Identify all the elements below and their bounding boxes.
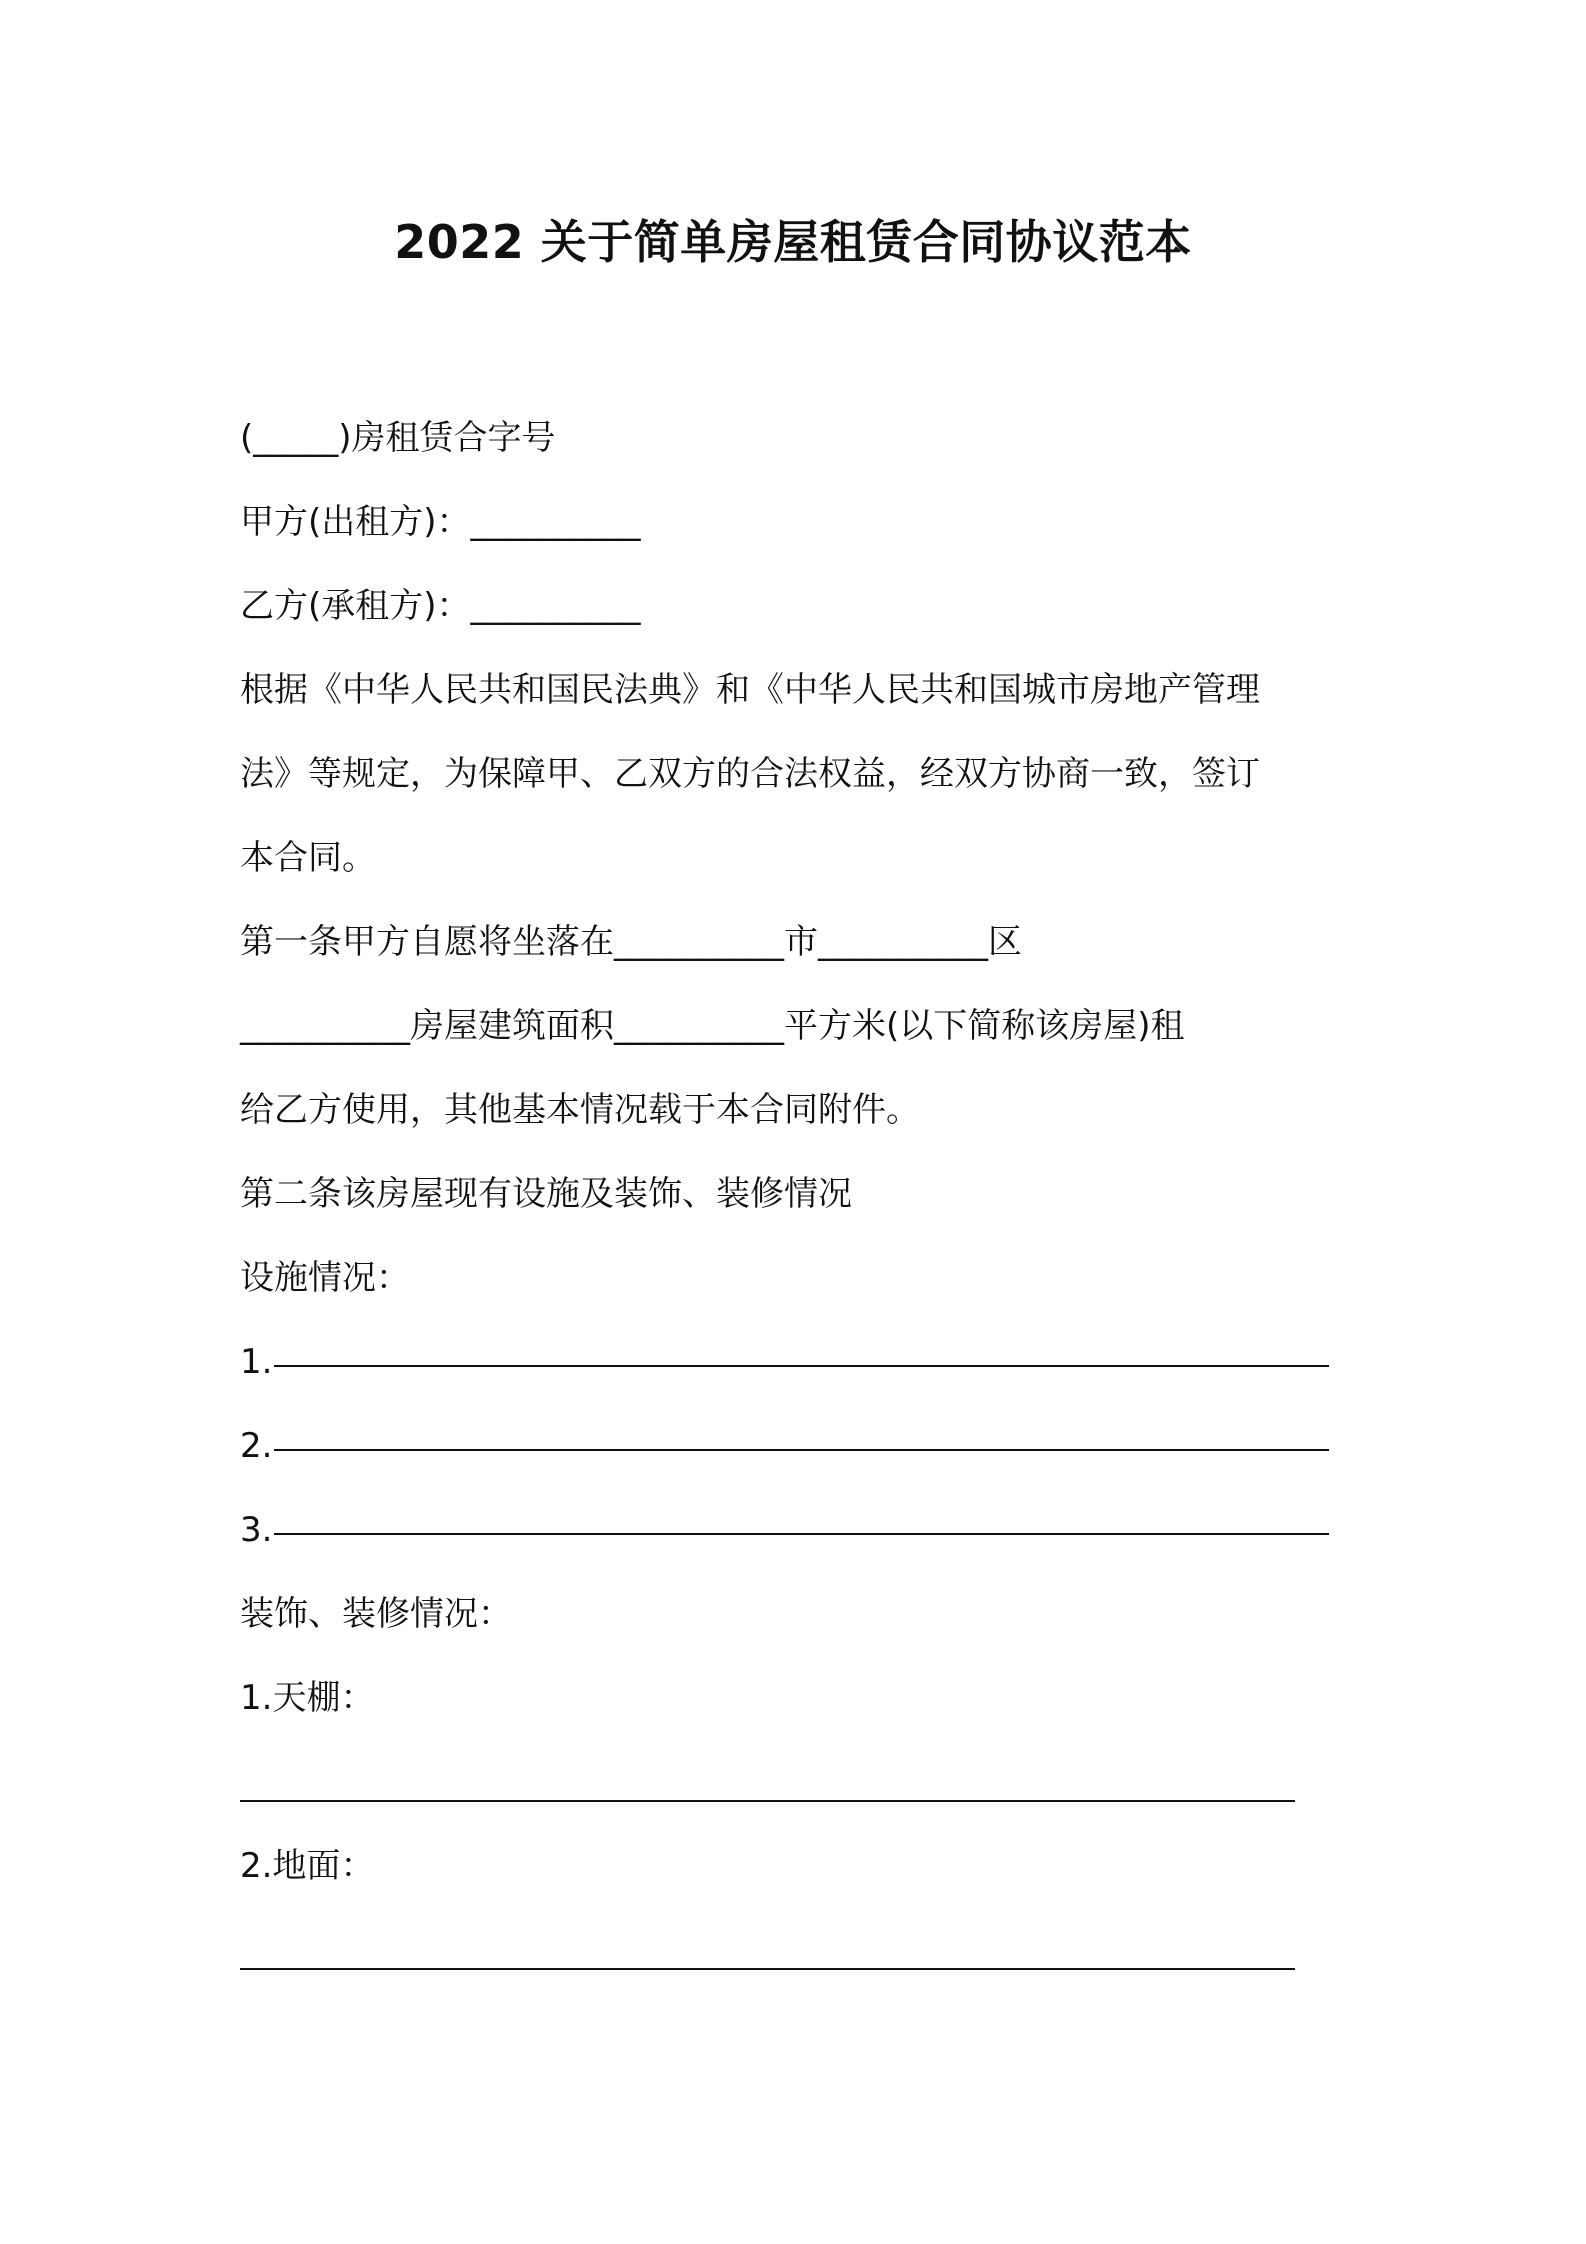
blank-underline <box>240 1800 1295 1802</box>
blank-underline <box>274 1341 1329 1367</box>
party-a-line: 甲方(出租方)：__________ <box>240 502 641 542</box>
article-1-line-2: __________房屋建筑面积__________平方米(以下简称该房屋)租 <box>240 1006 1185 1046</box>
preamble-line-2: 法》等规定，为保障甲、乙双方的合法权益，经双方协商一致，签订 <box>240 754 1260 794</box>
party-b-line: 乙方(承租方)：__________ <box>240 586 641 626</box>
preamble-line-1: 根据《中华人民共和国民法典》和《中华人民共和国城市房地产管理 <box>240 670 1260 710</box>
preamble-line-3: 本合同。 <box>240 838 376 878</box>
blank-underline <box>240 1968 1295 1970</box>
decoration-floor-label: 2.地面： <box>240 1846 375 1886</box>
floor-blank-line <box>240 1908 1360 1992</box>
decoration-heading: 装饰、装修情况： <box>240 1594 512 1634</box>
document-title: 2022 关于简单房屋租赁合同协议范本 <box>394 215 1192 269</box>
decoration-ceiling-label: 1.天棚： <box>240 1678 375 1718</box>
article-1-line-1: 第一条甲方自愿将坐落在__________市__________区 <box>240 922 1022 962</box>
facility-heading: 设施情况： <box>240 1258 410 1298</box>
article-1-line-3: 给乙方使用，其他基本情况载于本合同附件。 <box>240 1090 920 1130</box>
blank-underline <box>274 1509 1329 1535</box>
facility-item-2 <box>240 1404 1360 1488</box>
contract-number-line: (_____)房租赁合字号 <box>240 418 556 458</box>
article-2-heading: 第二条该房屋现有设施及装饰、装修情况 <box>240 1174 852 1214</box>
facility-item-number: 3. <box>240 1510 273 1550</box>
ceiling-blank-line <box>240 1740 1360 1824</box>
blank-underline <box>274 1425 1329 1451</box>
document-body <box>240 396 1360 1992</box>
facility-item-3 <box>240 1488 1360 1572</box>
facility-item-number: 1. <box>240 1342 273 1382</box>
facility-item-number: 2. <box>240 1426 273 1466</box>
facility-item-1 <box>240 1320 1360 1404</box>
